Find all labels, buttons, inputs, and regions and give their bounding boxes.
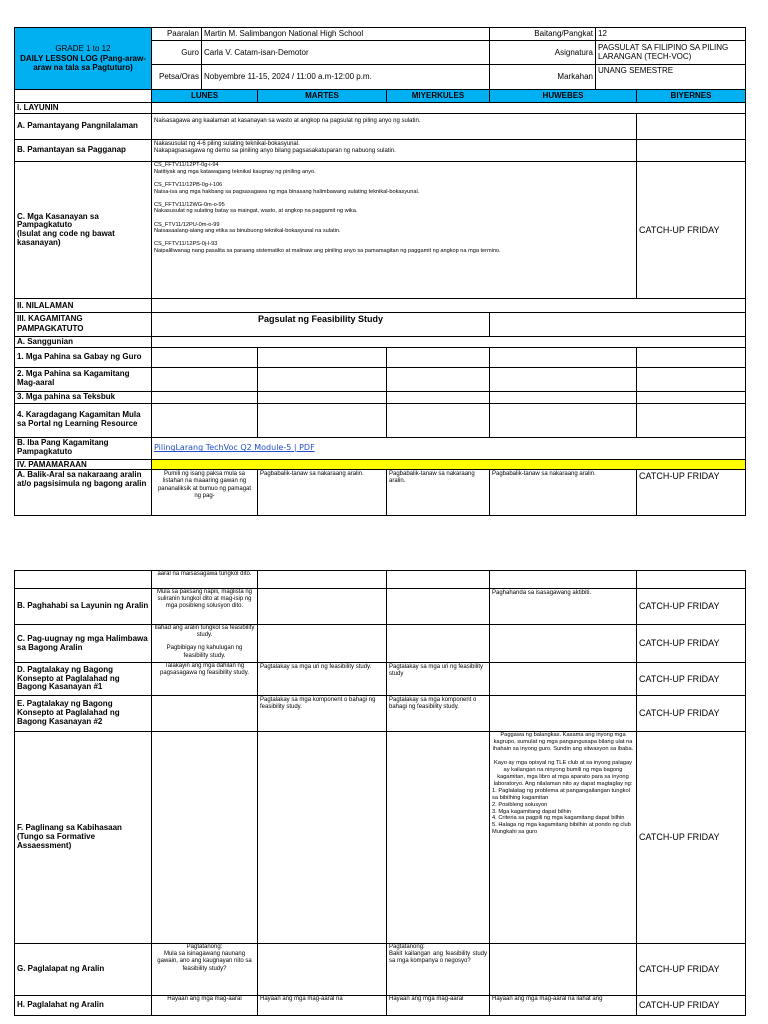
e-pagtalakay-huwebes: [490, 696, 637, 732]
karagdagang-martes: [258, 403, 387, 437]
catch-up-friday-d-pagtalakay: CATCH-UP FRIDAY: [637, 663, 746, 696]
pamamaraan-highlight: [152, 459, 746, 470]
d-pagtalakay-martes: Pagtalakay sa mga uri ng feasibility study.: [258, 663, 387, 696]
sanggunian-blank: [152, 337, 746, 348]
baitang-value: 12: [596, 28, 746, 41]
karagdagang-label: 4. Karagdagang Kagamitan Mula sa Portal ng Learning Resource: [15, 403, 152, 437]
paghahabi-huwebes: Paghahanda sa isasagawang aktibiti.: [490, 589, 637, 625]
balik-aral-martes: Pagbabalik-tanaw sa nakaraang aralin.: [258, 470, 387, 516]
kagamitang-blank: [490, 313, 746, 337]
continuation-miyerkules: [387, 571, 490, 589]
paglinang-label: F. Paglinang sa Kabihasaan (Tungo sa Formative Assaessment): [15, 732, 152, 944]
karagdagang-biyernes: [637, 403, 746, 437]
guro-value: Carla V. Catam-isan-Demotor: [202, 41, 490, 65]
asignatura-label: Asignatura: [490, 41, 596, 65]
gabay-lunes: [152, 347, 258, 367]
d-pagtalakay-label: D. Pagtalakay ng Bagong Konsepto at Paglalahad ng Bagong Kasanayan #1: [15, 663, 152, 696]
magaaral-miyerkules: [387, 367, 490, 391]
paglalapat-miyerkules: Pagtatanong: Bakit kailangan ang feasibility study sa mga kompanya o negosyo?: [387, 944, 490, 996]
pamantayang-content: Naisasagawa ang kaalaman at kasanayan sa wasto at angkop na pagsulat ng piling anyo ng sulatin.: [152, 114, 637, 140]
paglalahat-miyerkules: Hayaan ang mga mag-aaral: [387, 996, 490, 1016]
log-title: DAILY LESSON LOG (Pang-araw-araw na tala sa Pagtuturo): [20, 53, 146, 73]
teksbuk-martes: [258, 391, 387, 403]
d-pagtalakay-lunes: Talakayin ang mga dahilan ng pagsasagawa ng feasibility study.: [152, 663, 258, 696]
balik-aral-lunes: Pumili ng isang paksa mula sa listahan na maaaring gawan ng pananaliksik at bumuo ng pamagat ng pag-: [152, 470, 258, 516]
iba-pang-label: B. Iba Pang Kagamitang Pampagkatuto: [15, 437, 152, 459]
paghahabi-label: B. Paghahabi sa Layunin ng Aralin: [15, 589, 152, 625]
paghahabi-miyerkules: [387, 589, 490, 625]
markahan-value: UNANG SEMESTRE: [596, 65, 746, 90]
magaaral-lunes: [152, 367, 258, 391]
paaralan-label: Paaralan: [152, 28, 202, 41]
guro-label: Guro: [152, 41, 202, 65]
magaaral-biyernes: [637, 367, 746, 391]
gabay-biyernes: [637, 347, 746, 367]
balik-aral-lunes-cont: aaral na maisasagawa tungkol dito.: [152, 571, 258, 589]
balik-aral-huwebes: Pagbabalik-tanaw sa nakaraang aralin.: [490, 470, 637, 516]
e-pagtalakay-miyerkules: Pagtalakay sa mga komponent o bahagi ng feasibility study.: [387, 696, 490, 732]
teksbuk-miyerkules: [387, 391, 490, 403]
pag-uugnay-martes: [258, 625, 387, 663]
karagdagang-miyerkules: [387, 403, 490, 437]
catch-up-friday-kasanayan: CATCH-UP FRIDAY: [637, 162, 746, 299]
magaaral-label: 2. Mga Pahina sa Kagamitang Mag-aaral: [15, 367, 152, 391]
paglalapat-label: G. Paglalapat ng Aralin: [15, 944, 152, 996]
pamantayang-biyernes: [637, 114, 746, 140]
paglinang-huwebes-p2: Kayo ay mga opisyal ng TLE club at sa inyong palagay ay kailangan na ninyong bumili ng mga bagong kagamitan, mga libro at mga aparato para sa inyong laboratoryo. Ang nilalaman nito ay dapat magtaglay ng:: [493, 759, 633, 787]
kasanayan-label: C. Mga Kasanayan sa Pampagkatuto (Isulat ang code ng bawat kasanayan): [15, 162, 152, 299]
catch-up-friday-paghahabi: CATCH-UP FRIDAY: [637, 589, 746, 625]
gabay-miyerkules: [387, 347, 490, 367]
day-miyerkules: MIYERKULES: [387, 90, 490, 103]
nilalaman-title: Pagsulat ng Feasibility Study: [152, 313, 490, 337]
catch-up-friday-e-pagtalakay: CATCH-UP FRIDAY: [637, 696, 746, 732]
pamamaraan-heading: IV. PAMAMARAAN: [15, 459, 152, 470]
paglalapat-martes: [258, 944, 387, 996]
catch-up-friday-balik-aral: CATCH-UP FRIDAY: [637, 470, 746, 516]
e-pagtalakay-lunes: [152, 696, 258, 732]
pagganap-biyernes: [637, 140, 746, 162]
magaaral-huwebes: [490, 367, 637, 391]
paglinang-lunes: [152, 732, 258, 944]
catch-up-friday-paglinang: CATCH-UP FRIDAY: [637, 732, 746, 944]
paglalahat-lunes: Hayaan ang mga mag-aaral: [152, 996, 258, 1016]
paglalahat-huwebes: Hayaan ang mga mag-aaral na ilahat ang: [490, 996, 637, 1016]
layunin-heading: I. LAYUNIN: [15, 102, 152, 114]
catch-up-friday-pag-uugnay: CATCH-UP FRIDAY: [637, 625, 746, 663]
pag-uugnay-label: C. Pag-uugnay ng mga Halimbawa sa Bagong Aralin: [15, 625, 152, 663]
pagganap-label: B. Pamantayan sa Pagganap: [15, 140, 152, 162]
karagdagang-huwebes: [490, 403, 637, 437]
balik-aral-label: A. Balik-Aral sa nakaraang aralin at/o pagsisimula ng bagong aralin: [15, 470, 152, 516]
teksbuk-biyernes: [637, 391, 746, 403]
asignatura-value: PAGSULAT SA FILIPINO SA PILING LARANGAN (TECH-VOC): [596, 41, 746, 65]
continuation-label: [15, 571, 152, 589]
teksbuk-lunes: [152, 391, 258, 403]
paglalapat-huwebes: [490, 944, 637, 996]
gabay-huwebes: [490, 347, 637, 367]
gabay-martes: [258, 347, 387, 367]
pag-uugnay-lunes: [152, 625, 258, 663]
log-title-cell: [15, 28, 152, 90]
paglalahat-label: H. Paglalahat ng Aralin: [15, 996, 152, 1016]
lesson-log-table-page-2: [14, 570, 746, 1016]
paglinang-huwebes-p1: Paggawa ng balangkas. Kasama ang inyong mga kagrupo, sumulat ng mga pangungusapa bilang ulat na ihahain sa inyong guro. Sundin ang sitwasyon sa ibaba.: [492, 732, 634, 752]
d-pagtalakay-huwebes: [490, 663, 637, 696]
baitang-label: Baitang/Pangkat: [490, 28, 596, 41]
day-biyernes: BIYERNES: [637, 90, 746, 103]
pag-uugnay-lunes-1: Ilahad ang aralin tungkol sa feasibility study.: [154, 625, 255, 639]
kagamitang-heading: III. KAGAMITANG PAMPAGKATUTO: [15, 313, 152, 337]
catch-up-friday-paglalahat: CATCH-UP FRIDAY: [637, 996, 746, 1016]
paglinang-martes: [258, 732, 387, 944]
teksbuk-huwebes: [490, 391, 637, 403]
pag-uugnay-huwebes: [490, 625, 637, 663]
gabay-label: 1. Mga Pahina sa Gabay ng Guro: [15, 347, 152, 367]
e-pagtalakay-martes: Pagtalakay sa mga komponent o bahagi ng feasibility study.: [258, 696, 387, 732]
paaralan-value: Martin M. Salimbangon National High School: [202, 28, 490, 41]
paghahabi-martes: [258, 589, 387, 625]
pagganap-content: Nakasusulat ng 4-6 piling sulating teknikal-bokasyunal. Nakapagsasagawa ng demo sa piniling anyo bilang pagsasakatuparan ng nabuong sulatin.: [152, 140, 637, 162]
paglinang-huwebes-list: 1. Paglalatag ng problema at pangangailangan tungkol sa bibilhing kagamitan 2. Posibleng solusyon 3. Mga kagamitang dapat bilhin 4. Criteria sa pagpili ng mga kagamitang dapat bilhin 5. Halaga ng mga kagamitang bibilhin at pondo ng club Mungkahi sa guro: [492, 787, 631, 836]
continuation-martes: [258, 571, 387, 589]
nilalaman-heading: II. NILALAMAN: [15, 299, 152, 313]
lesson-log-table-page-1: [14, 27, 746, 516]
days-corner: [15, 90, 152, 103]
day-martes: MARTES: [258, 90, 387, 103]
catch-up-friday-paglalapat: CATCH-UP FRIDAY: [637, 944, 746, 996]
pag-uugnay-miyerkules: [387, 625, 490, 663]
balik-aral-miyerkules: Pagbabalik-tanaw sa nakaraang aralin.: [387, 470, 490, 516]
grade-label: GRADE 1 to 12: [55, 44, 111, 54]
magaaral-martes: [258, 367, 387, 391]
karagdagang-lunes: [152, 403, 258, 437]
pag-uugnay-lunes-2: Pagbibigay ng kahulugan ng feasibility study.: [166, 645, 243, 659]
petsa-value: Nobyembre 11-15, 2024 / 11:00 a.m-12:00 p.m.: [202, 65, 490, 90]
continuation-huwebes: [490, 571, 637, 589]
petsa-label: Petsa/Oras: [152, 65, 202, 90]
module-link[interactable]: PilingLarang TechVoc Q2 Module-5 | PDF: [152, 437, 746, 459]
e-pagtalakay-label: E. Pagtalakay ng Bagong Konsepto at Paglalahad ng Bagong Kasanayan #2: [15, 696, 152, 732]
paglalahat-martes: Hayaan ang mga mag-aaral na: [258, 996, 387, 1016]
nilalaman-blank: [152, 299, 746, 313]
kasanayan-content: CS_FFTV11/12PT-0g-i-94 Natitiyak ang mga katawagang teknikal kaugnay ng piniling anyo. CS_FFTV11/12PB-0g-i-106 Naisa-isa ang mga hakbang sa pagsasagawa ng mga binasang halimbawang sulating teknikal-bokasyunal. CS_FFTV11/12WG-0m-o-95 Nakasusulat ng sulating batay sa maingat, wasto, at angkop na paggamit ng wika. CS_FTV11/12PU-0m-o-99 Naisasaalang-alang ang etika sa binubuong teknikal-bokasyunal na sulatin. CS_FFTV11/12PS-0j-l-93 Naipaliliwanag nang pasalita sa paraang sistematiko at malinaw ang piniling anyo sa pamamagitan ng paggamit ng angkop na mga termino.: [152, 162, 637, 299]
markahan-label: Markahan: [490, 65, 596, 90]
layunin-blank: [152, 102, 746, 114]
continuation-biyernes: [637, 571, 746, 589]
sanggunian-heading: A. Sanggunian: [15, 337, 152, 348]
pamantayang-label: A. Pamantayang Pangnilalaman: [15, 114, 152, 140]
d-pagtalakay-miyerkules: Pagtalakay sa mga uri ng feasibility study: [387, 663, 490, 696]
day-huwebes: HUWEBES: [490, 90, 637, 103]
paghahabi-lunes: Mula sa paksang napili, maglista ng suliranin tungkol dito at mag-isip ng mga posibleng solusyon dito.: [152, 589, 258, 625]
teksbuk-label: 3. Mga pahina sa Teksbuk: [15, 391, 152, 403]
paglinang-huwebes: [490, 732, 637, 944]
day-lunes: LUNES: [152, 90, 258, 103]
paglinang-miyerkules: [387, 732, 490, 944]
paglalapat-lunes: Pagtatanong: Mula sa isinagawang naunang gawain, ano ang kaugnayan nito sa feasibility study?: [152, 944, 258, 996]
